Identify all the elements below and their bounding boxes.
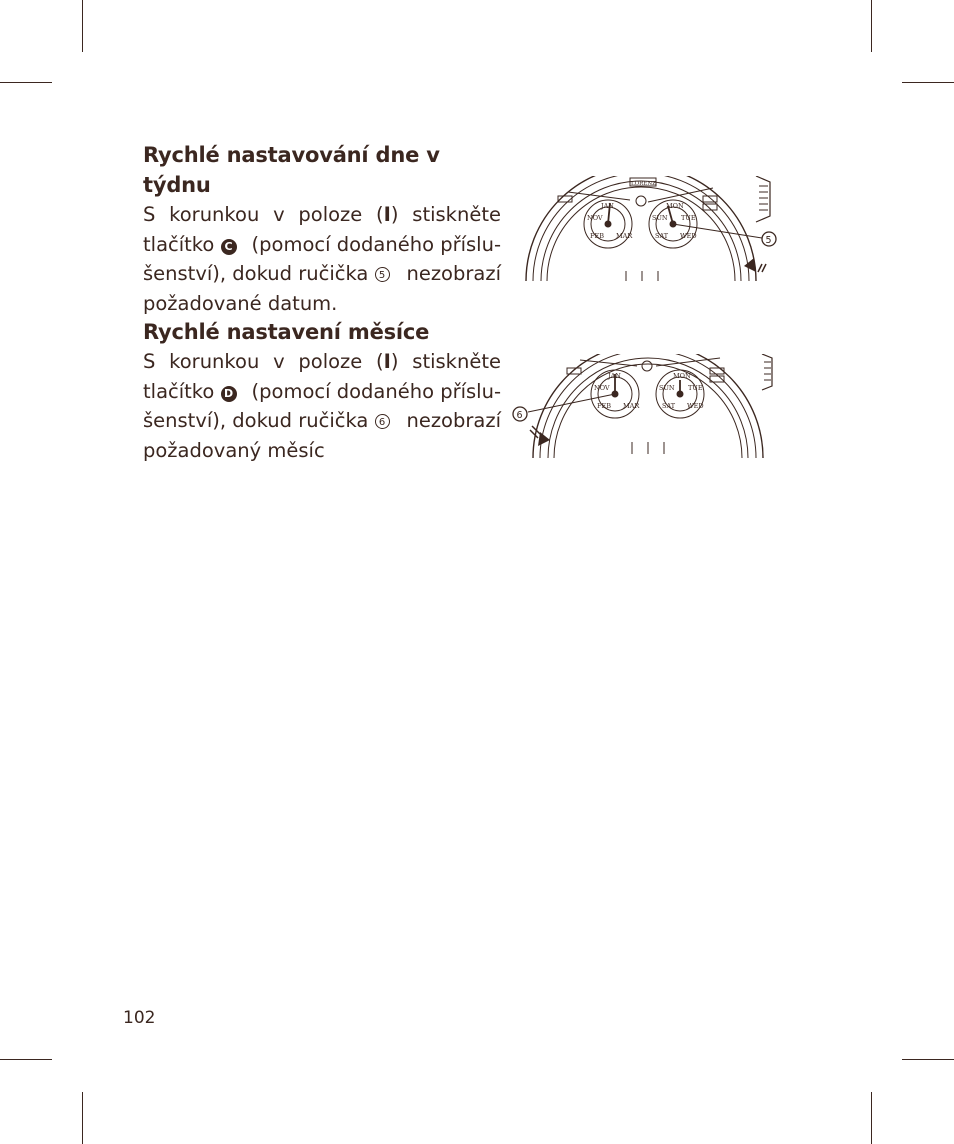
text-line	[143, 406, 501, 436]
text-line	[143, 200, 501, 230]
month-label: NOV	[594, 384, 610, 392]
month-label: MAR	[623, 402, 640, 410]
text-line: požadované datum.	[143, 291, 338, 315]
hand-6-icon: 6	[375, 414, 390, 429]
day-label: TUE	[688, 384, 703, 392]
crop-mark	[82, 1092, 83, 1144]
watch-illustration-month	[510, 354, 780, 462]
crown-position: (I)	[376, 350, 399, 373]
watch-illustration-weekday	[518, 176, 784, 284]
word: tlačítko	[143, 232, 215, 256]
word: tlačítko	[143, 379, 215, 403]
word: poloze	[298, 203, 363, 226]
crop-mark	[82, 0, 83, 52]
word: korunkou	[169, 203, 260, 226]
day-label: SAT	[655, 232, 669, 240]
month-label: JAN	[608, 372, 621, 380]
crop-mark	[0, 82, 52, 83]
crop-mark	[0, 1059, 52, 1060]
section-quick-set-month	[143, 317, 501, 465]
word: stiskněte	[412, 203, 501, 226]
word: nezobrazí	[406, 409, 501, 432]
text-fragment: (pomocí dodaného příslu-	[251, 379, 501, 403]
crown-position: (I)	[376, 203, 399, 226]
word: poloze	[298, 350, 363, 373]
day-label: SUN	[652, 214, 668, 222]
month-label: NOV	[587, 214, 603, 222]
press-arrow-icon	[530, 426, 550, 446]
button-d-icon: D	[221, 386, 237, 402]
text-line	[143, 347, 501, 377]
button-c-icon: C	[221, 239, 237, 255]
month-label: MAR	[616, 232, 633, 240]
word: korunkou	[169, 350, 260, 373]
section-heading: Rychlé nastavování dne v týdnu	[143, 143, 440, 197]
text-fragment: šenství), dokud ručička	[143, 262, 369, 285]
day-label: MON	[666, 202, 684, 210]
month-label: JAN	[601, 202, 614, 210]
word: v	[273, 350, 285, 373]
day-label: MON	[673, 372, 691, 380]
day-label: SUN	[659, 384, 675, 392]
section-heading: Rychlé nastavení měsíce	[143, 320, 430, 344]
day-label: SAT	[662, 402, 676, 410]
text-line: požadovaný měsíc	[143, 438, 325, 462]
instruction-paragraph	[143, 347, 501, 465]
text-line	[143, 377, 501, 407]
text-fragment: šenství), dokud ručička	[143, 409, 369, 432]
day-label: WED	[680, 232, 697, 240]
hand-number-callout: 5	[765, 235, 772, 246]
day-label: TUE	[681, 214, 696, 222]
word: S	[143, 203, 156, 226]
word: nezobrazí	[406, 262, 501, 285]
hand-number-callout: 6	[516, 410, 523, 421]
instruction-paragraph	[143, 200, 501, 318]
word: S	[143, 350, 156, 373]
page-number: 102	[123, 1008, 156, 1028]
text-line	[143, 259, 501, 289]
crop-mark	[902, 1059, 954, 1060]
text-fragment: (pomocí dodaného příslu-	[251, 232, 501, 256]
month-label: FEB	[597, 402, 612, 410]
text-line	[143, 230, 501, 260]
section-quick-set-weekday	[143, 140, 501, 318]
crop-mark	[871, 0, 872, 52]
watch-brand-label: LORENZ	[631, 181, 656, 187]
hand-5-icon: 5	[375, 267, 390, 282]
crop-mark	[902, 82, 954, 83]
month-label: FEB	[590, 232, 605, 240]
word: stiskněte	[412, 350, 501, 373]
crop-mark	[871, 1092, 872, 1144]
day-label: WED	[687, 402, 704, 410]
word: v	[273, 203, 285, 226]
